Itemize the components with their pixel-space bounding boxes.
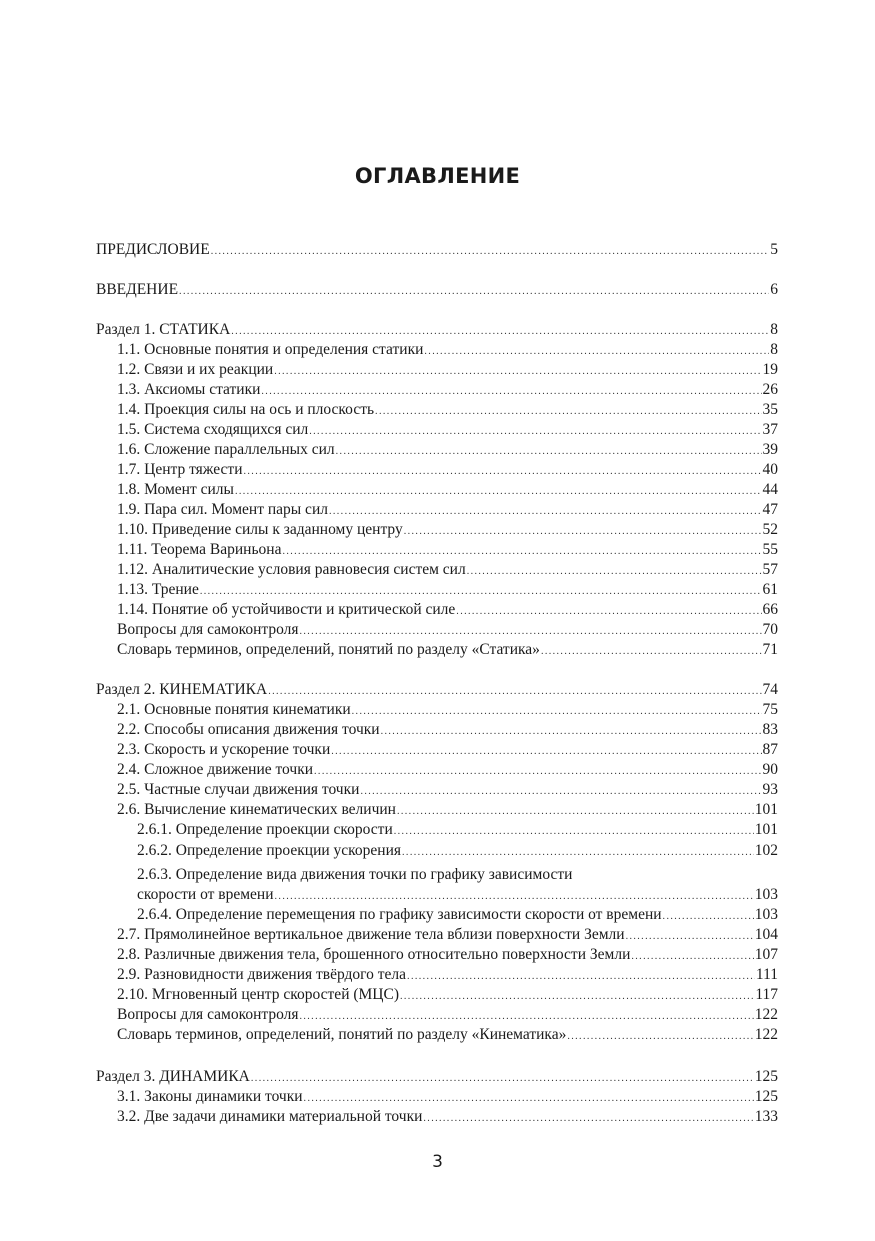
toc-entry[interactable] [117,381,778,401]
page-title: ОГЛАВЛЕНИЕ [354,164,521,188]
toc-entry-page: 103 [754,906,778,923]
toc-entry-page: 5 [770,241,778,258]
toc-entry-title: Словарь терминов, определений, понятий по разделу «Кинематика» [117,1026,567,1043]
toc-entry-page: 52 [762,521,778,538]
toc-entry[interactable] [137,886,778,906]
toc-leader-dots [402,844,754,862]
toc-entry-title: 2.9. Разновидности движения твёрдого тела [117,966,407,983]
toc-entry[interactable] [117,341,778,361]
toc-entry[interactable] [117,1006,778,1026]
toc-entry-page: 93 [762,781,778,798]
toc-entry-title: 1.13. Трение [117,581,199,598]
toc-entry-title: 1.2. Связи и их реакции [117,361,274,378]
toc-entry-section-1[interactable] [96,321,778,341]
toc-leader-dots [456,603,761,621]
toc-entry[interactable] [117,421,778,441]
toc-entry[interactable] [137,842,778,862]
toc-entry[interactable] [117,461,778,481]
toc-entry-page: 71 [762,641,778,658]
toc-leader-dots [541,643,762,661]
toc-entry[interactable] [117,1108,778,1128]
toc-entry-title: Раздел 3. ДИНАМИКА [96,1068,250,1085]
toc-entry-title: 1.9. Пара сил. Момент пары сил [117,501,328,518]
toc-leader-dots [631,948,753,966]
toc-entry[interactable] [117,601,778,621]
toc-entry-title-continuation: скорости от времени [137,886,274,903]
toc-entry-title: ВВЕДЕНИЕ [96,281,179,298]
toc-entry-title: ПРЕДИСЛОВИЕ [96,241,210,258]
toc-leader-dots [381,723,762,741]
toc-entry-page: 8 [770,321,778,338]
toc-entry-page: 74 [762,681,778,698]
toc-entry-page: 104 [754,926,778,943]
toc-entry-title: 1.11. Теорема Вариньона [117,541,282,558]
toc-entry-title: 1.4. Проекция силы на ось и плоскость [117,401,375,418]
toc-entry-title: 3.1. Законы динамики точки [117,1088,303,1105]
toc-entry-page: 6 [770,281,778,298]
page-number: 3 [432,1152,443,1172]
toc-leader-dots [231,323,769,341]
toc-leader-dots [179,283,769,301]
toc-entry-title: 1.8. Момент силы [117,481,234,498]
toc-leader-dots [299,1008,753,1026]
toc-leader-dots [211,243,770,261]
toc-entry[interactable] [117,741,778,761]
toc-entry-title: 1.5. Система сходящихся сил [117,421,309,438]
toc-entry-title: 2.7. Прямолинейное вертикальное движение тела вблизи поверхности Земли [117,926,625,943]
toc-entry-title: 1.6. Сложение параллельных сил [117,441,335,458]
toc-leader-dots [404,523,762,541]
toc-leader-dots [375,403,761,421]
toc-entry-page: 111 [755,966,778,983]
toc-entry-title: 2.2. Способы описания движения точки [117,721,380,738]
toc-entry-page: 8 [770,341,778,358]
toc-entry-page: 39 [762,441,778,458]
toc-entry-title: 2.6. Вычисление кинематических величин [117,801,396,818]
toc-entry[interactable] [117,1026,778,1046]
toc-leader-dots [304,1090,754,1108]
toc-leader-dots [244,463,762,481]
toc-entry-introduction[interactable] [96,281,778,301]
toc-leader-dots [251,1070,754,1088]
toc-entry-title: 1.7. Центр тяжести [117,461,243,478]
toc-leader-dots [407,968,755,986]
toc-entry[interactable] [117,501,778,521]
toc-entry-title: 2.5. Частные случаи движения точки [117,781,360,798]
toc-entry[interactable] [117,541,778,561]
toc-entry-title: 1.14. Понятие об устойчивости и критической силе [117,601,456,618]
toc-entry-page: 44 [762,481,778,498]
toc-entry[interactable] [117,781,778,801]
toc-leader-dots [274,363,761,381]
toc-entry-page: 40 [762,461,778,478]
toc-entry-page: 55 [762,541,778,558]
toc-leader-dots [331,743,761,761]
toc-leader-dots [275,888,754,906]
toc-leader-dots [235,483,762,501]
toc-entry-page: 47 [762,501,778,518]
toc-entry-page: 103 [754,886,778,903]
toc-leader-dots [200,583,762,601]
toc-entry-title: 1.3. Аксиомы статики [117,381,261,398]
toc-entry[interactable] [117,761,778,781]
toc-entry-title: 2.10. Мгновенный центр скоростей (МЦС) [117,986,399,1003]
toc-entry-page: 101 [754,821,778,838]
toc-entry[interactable] [117,621,778,641]
toc-entry-page: 75 [762,701,778,718]
toc-leader-dots [400,988,754,1006]
toc-entry-title: 2.8. Различные движения тела, брошенного относительно поверхности Земли [117,946,631,963]
toc-entry[interactable] [117,946,778,966]
toc-entry-title: Словарь терминов, определений, понятий по разделу «Статика» [117,641,540,658]
toc-entry-page: 35 [762,401,778,418]
toc-entry[interactable] [117,966,778,986]
toc-entry[interactable] [117,701,778,721]
toc-entry-page: 19 [762,361,778,378]
toc-entry-page: 57 [762,561,778,578]
toc-entry-page: 90 [762,761,778,778]
toc-entry[interactable] [117,581,778,601]
toc-entry[interactable] [117,481,778,501]
toc-entry[interactable] [117,521,778,541]
toc-entry-page: 61 [762,581,778,598]
toc-entry-page: 87 [762,741,778,758]
toc-entry-page: 133 [754,1108,778,1125]
toc-entry[interactable] [117,561,778,581]
toc-leader-dots [336,443,762,461]
toc-leader-dots [329,503,762,521]
toc-leader-dots [567,1028,753,1046]
toc-entry[interactable] [117,721,778,741]
toc-leader-dots [663,908,754,926]
toc-entry-page: 70 [762,621,778,638]
toc-entry-title: 2.4. Сложное движение точки [117,761,314,778]
toc-leader-dots [282,543,761,561]
toc-entry-page: 125 [754,1068,778,1085]
toc-leader-dots [397,803,754,821]
toc-entry-title: 2.6.1. Определение проекции скорости [137,821,393,838]
toc-leader-dots [626,928,754,946]
toc-entry-page: 107 [754,946,778,963]
toc-entry-title: Вопросы для самоконтроля [117,1006,299,1023]
toc-leader-dots [314,763,761,781]
toc-entry-page: 101 [754,801,778,818]
toc-entry[interactable] [117,801,778,821]
toc-entry[interactable] [117,441,778,461]
toc-entry[interactable] [117,401,778,421]
toc-entry-title: 2.1. Основные понятия кинематики [117,701,351,718]
toc-leader-dots [423,1110,753,1128]
toc-entry-title: 3.2. Две задачи динамики материальной точки [117,1108,423,1125]
toc-entry[interactable] [117,361,778,381]
toc-entry[interactable] [117,926,778,946]
toc-leader-dots [261,383,761,401]
toc-entry[interactable] [117,1088,778,1108]
toc-leader-dots [467,563,762,581]
toc-entry-title: 1.1. Основные понятия и определения статики [117,341,424,358]
toc-entry[interactable] [137,906,778,926]
toc-leader-dots [424,343,769,361]
toc-entry[interactable] [117,641,778,661]
toc-leader-dots [268,683,761,701]
toc-leader-dots [352,703,762,721]
toc-entry-title-first-line[interactable]: 2.6.3. Определение вида движения точки по графику зависимости [137,866,573,883]
toc-entry-title: Раздел 2. КИНЕМАТИКА [96,681,268,698]
toc-entry-page: 37 [762,421,778,438]
toc-entry-section-3[interactable] [96,1068,778,1088]
toc-entry[interactable] [137,821,778,841]
toc-entry-page: 117 [755,986,778,1003]
toc-leader-dots [360,783,761,801]
toc-leader-dots [299,623,761,641]
toc-entry-title: 2.6.4. Определение перемещения по графику зависимости скорости от времени [137,906,662,923]
toc-entry-page: 66 [762,601,778,618]
toc-entry-page: 122 [754,1006,778,1023]
toc-entry-title: 1.12. Аналитические условия равновесия систем сил [117,561,466,578]
toc-entry[interactable] [117,986,778,1006]
toc-entry-page: 83 [762,721,778,738]
toc-entry-page: 102 [754,842,778,859]
toc-entry-title: 2.6.2. Определение проекции ускорения [137,842,402,859]
toc-entry-title: 2.3. Скорость и ускорение точки [117,741,331,758]
toc-entry-title: Раздел 1. СТАТИКА [96,321,231,338]
toc-entry-page: 125 [754,1088,778,1105]
toc-leader-dots [394,823,754,841]
toc-entry-section-2[interactable] [96,681,778,701]
toc-entry-title: Вопросы для самоконтроля [117,621,299,638]
toc-leader-dots [309,423,761,441]
toc-entry-preface[interactable] [96,241,778,261]
toc-entry-title: 1.10. Приведение силы к заданному центру [117,521,403,538]
toc-entry-page: 122 [754,1026,778,1043]
toc-entry-page: 26 [762,381,778,398]
